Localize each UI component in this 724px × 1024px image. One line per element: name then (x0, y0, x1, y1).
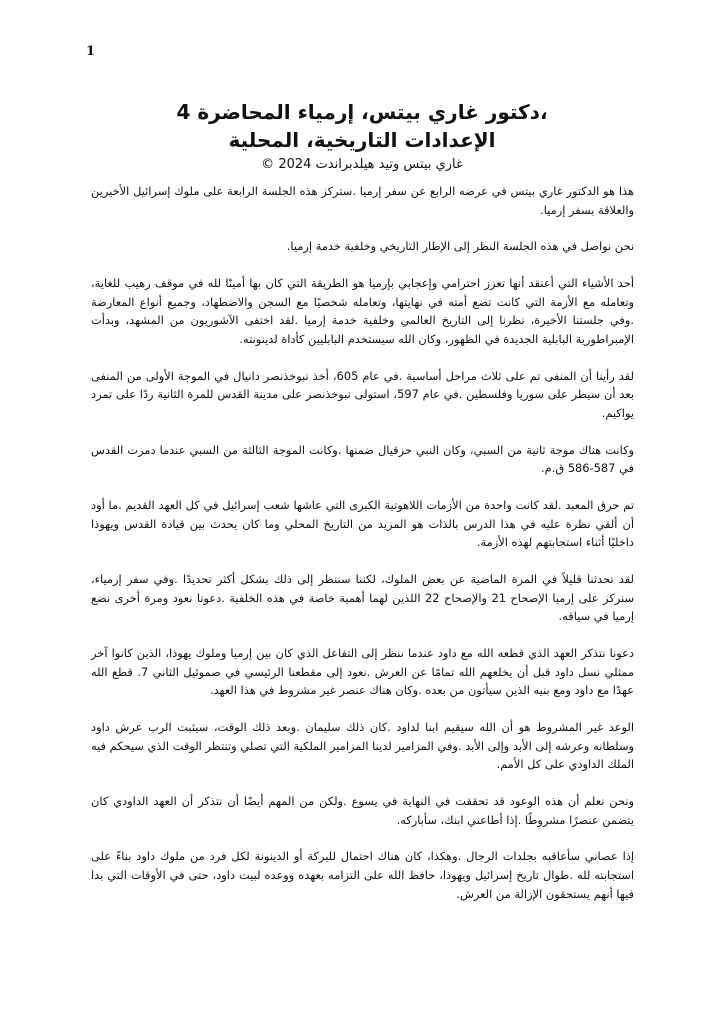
paragraph: دعونا نتذكر العهد الذي قطعه الله مع داود عندما ننظر إلى التفاعل الذي كان بين إرميا وملوك يهوذا، الذين كانوا آخر ممثلي نسل داود قبل أن يخلعهم الله تمامًا عن العرش .نعود إلى مقطعنا الرئيسي في صموئيل الثاني 7. قطع الله عهدًا مع داود ومع بنيه الذين سيأتون من بعده .وكان هناك عنصر غير مشروط في هذا العهد. (91, 646, 634, 698)
paragraph: تم حرق المعبد .لقد كانت واحدة من الأزمات اللاهوتية الكبرى التي عاشها شعب إسرائيل في كل العهد القديم .ما أود أن ألقي نظرة عليه في هذا الدرس بالذات هو المزيد من التاريخ المحلي وما كان يحدث بين قيادة القدس ويهوذا داخليًا أثناء استجابتهم لهذه الأزمة. (91, 498, 634, 550)
paragraph: أحد الأشياء التي أعتقد أنها تعزز احترامي وإعجابي بإرميا هو الطريقة التي كان بها أمينًا لله في موقف رهيب للغاية، وتعامله مع الأزمة التي كانت تضع أمته في نهايتها، وتعامله شخصيًا مع السجن والاضطهاد، وجميع أنواع المعارضة .وفي جلستنا الأخيرة، نظرنا إلى التاريخ العالمي وخلفية خدمة إرميا .لقد اختفى الآشوريون من المشهد، وبدأت الإمبراطورية البابلية الجديدة في الظهور، وكان الله سيستخدم البابليين كأداة لدينونته. (91, 276, 634, 346)
paragraph: لقد رأينا أن المنفى تم على ثلاث مراحل أساسية .في عام 605، أخذ نبوخذنصر دانيال في الموجة الأولى من المنفى بعد أن سيطر على سوريا وفلسطين .في عام 597، استولى نبوخذنصر على مدينة القدس للمرة الثانية ردًا على تمرد يواكيم. (91, 368, 634, 420)
body-text (91, 182, 634, 921)
lecture-subtitle: الإعدادات التاريخية، المحلية (228, 128, 496, 152)
paragraph: الوعد غير المشروط هو أن الله سيقيم ابنا لداود .كان ذلك سليمان .وبعد ذلك الوقت، سيثبت الرب عرش داود وسلطانه وعرشه إلى الأبد وإلى الأبد .وفي المزامير لدينا المزامير الملكية التي تصلي وتنتظر الوقت الذي سيحكم فيه الملك الداودي على كل الأمم. (91, 719, 634, 772)
paragraph: هذا هو الدكتور غاري بيتس في عرضه الرابع عن سفر إرميا .ستركز هذه الجلسة الرابعة على ملوك إسرائيل الأخيرين والعلاقة بسفر إرميا. (91, 184, 634, 217)
document-header (80, 98, 644, 174)
paragraph: نحن نواصل في هذه الجلسة النظر إلى الإطار التاريخي وخلفية خدمة إرميا. (286, 239, 634, 254)
paragraph: إذا عصاني سأعاقبه بجلدات الرجال .وهكذا، كان هناك احتمال للبركة أو الدينونة لكل فرد من ملوك داود بناءً على استجابته لله .طوال تاريخ إسرائيل ويهوذا، حافظ الله على التزامه بعهده ووعده لبيت داود، حتى في الأوقات التي بدا فيها أنهم يستحقون الإزالة من العرش. (91, 849, 634, 901)
page-number: 1 (86, 44, 96, 59)
paragraph: لقد تحدثنا قليلاً في المرة الماضية عن بعض الملوك، لكننا سننظر إلى ذلك بشكل أكثر تحديدًا .وفي سفر إرمياء، سنركز على إرميا الإصحاح 21 والإصحاح 22 اللذين لهما أهمية خاصة في هذه الخلفية .دعونا نعود ومرة أخرى نضع إرميا في سياقه. (91, 572, 634, 624)
lecture-title: ،دكتور غاري بيتس، إرمياء المحاضرة 4 (176, 100, 548, 124)
paragraph: ونحن نعلم أن هذه الوعود قد تحققت في النهاية في يسوع .ولكن من المهم أيضًا أن نتذكر أن العهد الداودي كان يتضمن عنصرًا مشروطًا .إذا أطاعني ابنك، سأباركه. (91, 793, 634, 827)
copyright-line: غاري بيتس وتيد هيلدبراندت 2024 © (261, 157, 463, 172)
paragraph: وكانت هناك موجة ثانية من السبي، وكان النبي حزقيال ضمنها .وكانت الموجة الثالثة من السبي عندما دمرت القدس في 587-586 ق.م. (91, 442, 634, 476)
